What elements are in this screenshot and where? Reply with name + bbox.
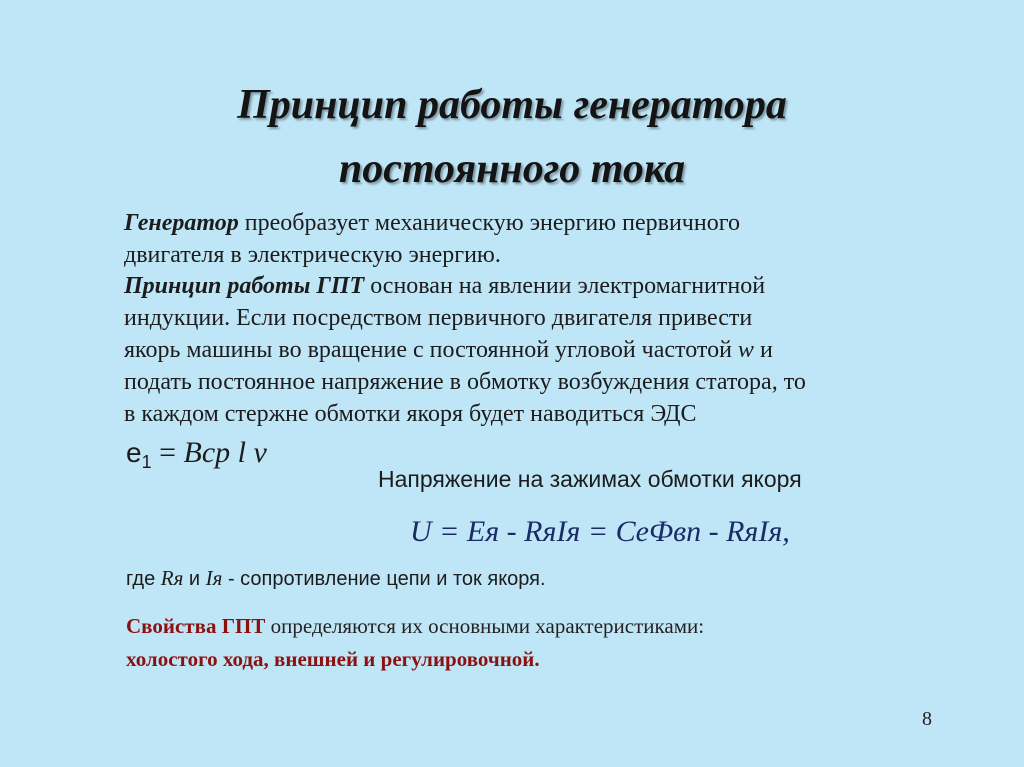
symbol-r: Rя xyxy=(160,566,184,590)
generator-text-b: двигателя в электрическую энергию. xyxy=(124,242,501,268)
term-principle: Принцип работы ГПТ xyxy=(124,273,365,299)
where-text-a: где xyxy=(126,568,161,590)
principle-line-4: подать постоянное напряжение в обмотку возбуждения статора, то xyxy=(124,369,806,395)
paragraph-generator-definition xyxy=(124,207,924,271)
principle-text-3a: якорь машины во вращение с постоянной угловой частотой xyxy=(124,337,738,363)
properties-line-1 xyxy=(126,610,704,643)
properties-text: определяются их основными характеристиками: xyxy=(265,614,705,638)
emf-formula xyxy=(126,436,267,473)
principle-line-3 xyxy=(124,334,924,366)
paragraph-principle xyxy=(124,270,924,430)
principle-text-1: основан на явлении электромагнитной xyxy=(364,273,766,299)
where-text-b: и xyxy=(183,568,206,590)
omega-symbol: w xyxy=(737,337,754,363)
emf-rhs: Bср l v xyxy=(183,436,267,469)
principle-line-1 xyxy=(124,270,924,302)
emf-symbol: e xyxy=(126,437,142,468)
properties-term: Свойства ГПТ xyxy=(126,614,266,638)
slide-title-line2: постоянного тока xyxy=(338,146,686,192)
where-text-c: - сопротивление цепи и ток якоря. xyxy=(222,568,546,590)
principle-text-3b: и xyxy=(753,337,773,363)
symbol-i: Iя xyxy=(205,566,223,590)
properties-paragraph xyxy=(126,610,704,676)
emf-subscript: 1 xyxy=(141,452,152,472)
emf-equals: = xyxy=(151,436,184,469)
generator-text-a: преобразует механическую энергию первичного xyxy=(238,210,740,236)
page-number: 8 xyxy=(922,708,932,730)
slide-title-line1: Принцип работы генератора xyxy=(237,82,787,128)
properties-characteristics: холостого хода, внешней и регулировочной. xyxy=(126,647,540,671)
terminal-voltage-caption: Напряжение на зажимах обмотки якоря xyxy=(378,466,802,492)
principle-line-2: индукции. Если посредством первичного двигателя привести xyxy=(124,305,753,331)
where-note xyxy=(126,566,546,591)
term-generator: Генератор xyxy=(124,210,239,236)
voltage-formula: U = Eя - RяIя = CeФвп - RяIя, xyxy=(410,515,790,548)
principle-line-5: в каждом стержне обмотки якоря будет наводиться ЭДС xyxy=(124,401,697,427)
